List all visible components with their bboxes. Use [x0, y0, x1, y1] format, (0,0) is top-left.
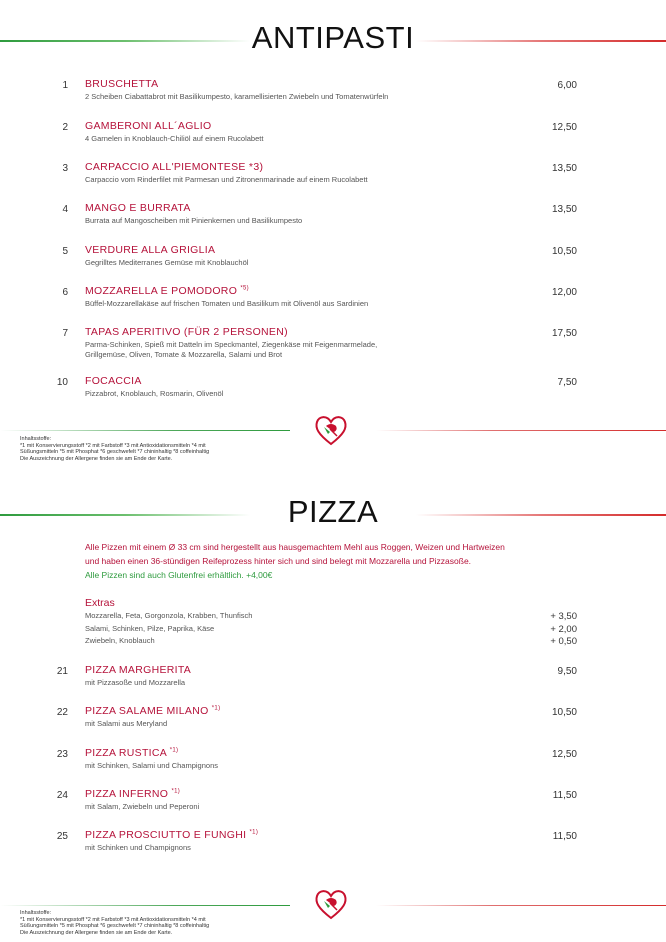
item-name-text: PIZZA RUSTICA [85, 747, 167, 759]
item-description [85, 299, 368, 309]
item-name [85, 326, 288, 338]
extra-row [85, 624, 577, 633]
item-price: 11,50 [552, 831, 577, 842]
item-number: 22 [56, 707, 68, 718]
item-allergen-note: *1) [171, 788, 181, 795]
item-allergen-note: *1) [249, 829, 259, 836]
item-name-text: PIZZA MARGHERITA [85, 664, 192, 676]
item-number: 7 [62, 328, 68, 339]
section-title-antipasti: ANTIPASTI [251, 20, 415, 55]
item-description-line: Pizzabrot, Knoblauch, Rosmarin, Olivenöl [85, 389, 224, 398]
section-title-pizza: PIZZA [287, 494, 379, 529]
item-description [85, 389, 223, 399]
item-name-text: CARPACCIO ALL'PIEMONTESE *3) [85, 161, 264, 173]
item-allergen-note: *5) [240, 285, 249, 292]
item-price: 12,50 [551, 749, 577, 760]
item-name [85, 120, 212, 132]
extras-title: Extras [85, 597, 115, 609]
pizza-intro [85, 540, 505, 582]
item-description [85, 134, 263, 144]
item-description: mit Salam, Zwiebeln und Peperoni [85, 802, 200, 811]
item-description-line: 4 Garnelen in Knoblauch-Chiliöl auf einem Rucolabett [85, 134, 264, 143]
extra-row [85, 636, 577, 645]
item-name-text: MANGO E BURRATA [85, 202, 191, 214]
item-number: 21 [56, 666, 68, 677]
item-price: 10,50 [551, 707, 577, 718]
item-name [85, 747, 178, 759]
extra-label: Salami, Schinken, Pilze, Paprika, Käse [85, 624, 215, 633]
item-price: 13,50 [551, 163, 577, 174]
item-price: 12,50 [551, 122, 577, 133]
item-name-text: GAMBERONI ALL´AGLIO [85, 120, 212, 132]
item-name-text: FOCACCIA [85, 375, 142, 387]
footnote-antipasti: Inhaltsstoffe: *1 mit Konservierungsstoff *2 mit Farbstoff *3 mit Antioxidationsmitteln *4 mit Süßungsmitteln *5 mit Phosphat *6 geschwefelt *7 chininhaltig *8 coffeinhaltig Die Auszeichnung der Allergene finden sie am Ende der Karte. [20, 436, 210, 462]
item-name-text: PIZZA INFERNO [85, 788, 169, 800]
item-price: 17,50 [551, 328, 577, 339]
item-name [85, 285, 249, 297]
item-number: 23 [56, 749, 68, 760]
separator-left [0, 905, 290, 906]
item-name [85, 664, 191, 676]
separator-right [376, 905, 666, 906]
item-description-line: Gegrilltes Mediterranes Gemüse mit Knoblauchöl [85, 258, 249, 267]
item-description [85, 175, 368, 185]
item-allergen-note: *1) [211, 705, 221, 712]
item-name-text: PIZZA PROSCIUTTO E FUNGHI [85, 829, 247, 841]
item-description-line: Burrata auf Mangoscheiben mit Pinienkernen und Basilikumpesto [85, 216, 303, 225]
item-description: mit Schinken und Champignons [85, 843, 191, 852]
item-number: 2 [62, 122, 68, 133]
extra-price: + 3,50 [550, 611, 577, 622]
item-name [85, 375, 142, 387]
extra-row [85, 611, 577, 620]
item-description [85, 340, 377, 360]
pizza-intro-line1: Alle Pizzen mit einem Ø 33 cm sind hergestellt aus hausgemachtem Mehl aus Roggen, Weizen und Hartweizen [85, 542, 505, 552]
item-number: 10 [56, 377, 68, 388]
item-price: 11,50 [552, 790, 577, 801]
extra-price: + 0,50 [550, 636, 577, 647]
item-name [85, 78, 158, 90]
item-name [85, 705, 220, 717]
item-number: 1 [62, 80, 68, 91]
item-number: 4 [62, 204, 68, 215]
pizza-intro-line2: und haben einen 36-stündigen Reifeprozess hinter sich und sind belegt mit Mozzarella und Pizzasoße. [85, 556, 472, 566]
extra-label: Mozzarella, Feta, Gorgonzola, Krabben, Thunfisch [85, 611, 253, 620]
item-name [85, 244, 215, 256]
item-price: 6,00 [557, 80, 577, 91]
pizza-glutenfree-note: Alle Pizzen sind auch Glutenfrei erhältlich. +4,00€ [85, 570, 273, 580]
extra-label: Zwiebeln, Knoblauch [85, 636, 155, 645]
item-name-text: BRUSCHETTA [85, 78, 159, 90]
item-number: 25 [56, 831, 68, 842]
item-description-line: Grillgemüse, Oliven, Tomate & Mozzarella, Salami und Brot [85, 350, 283, 359]
heart-chef-hat-icon [314, 414, 348, 446]
item-name [85, 829, 258, 841]
item-number: 3 [62, 163, 68, 174]
item-price: 10,50 [551, 246, 577, 257]
item-description: mit Schinken, Salami und Champignons [85, 761, 218, 770]
item-allergen-note: *1) [169, 747, 179, 754]
item-price: 9,50 [557, 666, 577, 677]
item-description: mit Salami aus Meryland [85, 719, 168, 728]
item-number: 24 [56, 790, 68, 801]
item-price: 7,50 [557, 377, 577, 388]
item-description-line: Büffel-Mozzarellakäse auf frischen Tomaten und Basilikum mit Olivenöl aus Sardinien [85, 299, 369, 308]
item-name-text: TAPAS APERITIVO (FÜR 2 PERSONEN) [85, 326, 288, 338]
separator-left [0, 430, 290, 431]
item-description-line: Carpaccio vom Rinderfilet mit Parmesan und Zitronenmarinade auf einem Rucolabett [85, 175, 368, 184]
item-price: 12,00 [551, 287, 577, 298]
item-name [85, 202, 191, 214]
item-description: mit Pizzasoße und Mozzarella [85, 678, 186, 687]
separator-right [376, 430, 666, 431]
item-name-text: PIZZA SALAME MILANO [85, 705, 209, 717]
item-name [85, 788, 180, 800]
item-description [85, 92, 388, 102]
item-description [85, 258, 248, 268]
item-description [85, 216, 302, 226]
item-price: 13,50 [551, 204, 577, 215]
item-name-text: MOZZARELLA E POMODORO [85, 285, 238, 297]
item-description-line: Parma-Schinken, Spieß mit Datteln im Speckmantel, Ziegenkäse mit Feigenmarmelade, [85, 340, 378, 349]
item-name-text: VERDURE ALLA GRIGLIA [85, 244, 216, 256]
heart-chef-hat-icon [314, 888, 348, 920]
footnote-pizza: Inhaltsstoffe: *1 mit Konservierungsstoff *2 mit Farbstoff *3 mit Antioxidationsmitteln *4 mit Süßungsmitteln *5 mit Phosphat *6 geschwefelt *7 chininhaltig *8 coffeinhaltig Die Auszeichnung der Allergene finden sie am Ende der Karte. [20, 910, 210, 936]
item-description-line: 2 Scheiben Ciabattabrot mit Basilikumpesto, karamellisierten Zwiebeln und Tomatenwürfeln [85, 92, 389, 101]
item-name [85, 161, 263, 173]
item-number: 5 [62, 246, 68, 257]
extra-price: + 2,00 [550, 624, 577, 635]
item-number: 6 [62, 287, 68, 298]
